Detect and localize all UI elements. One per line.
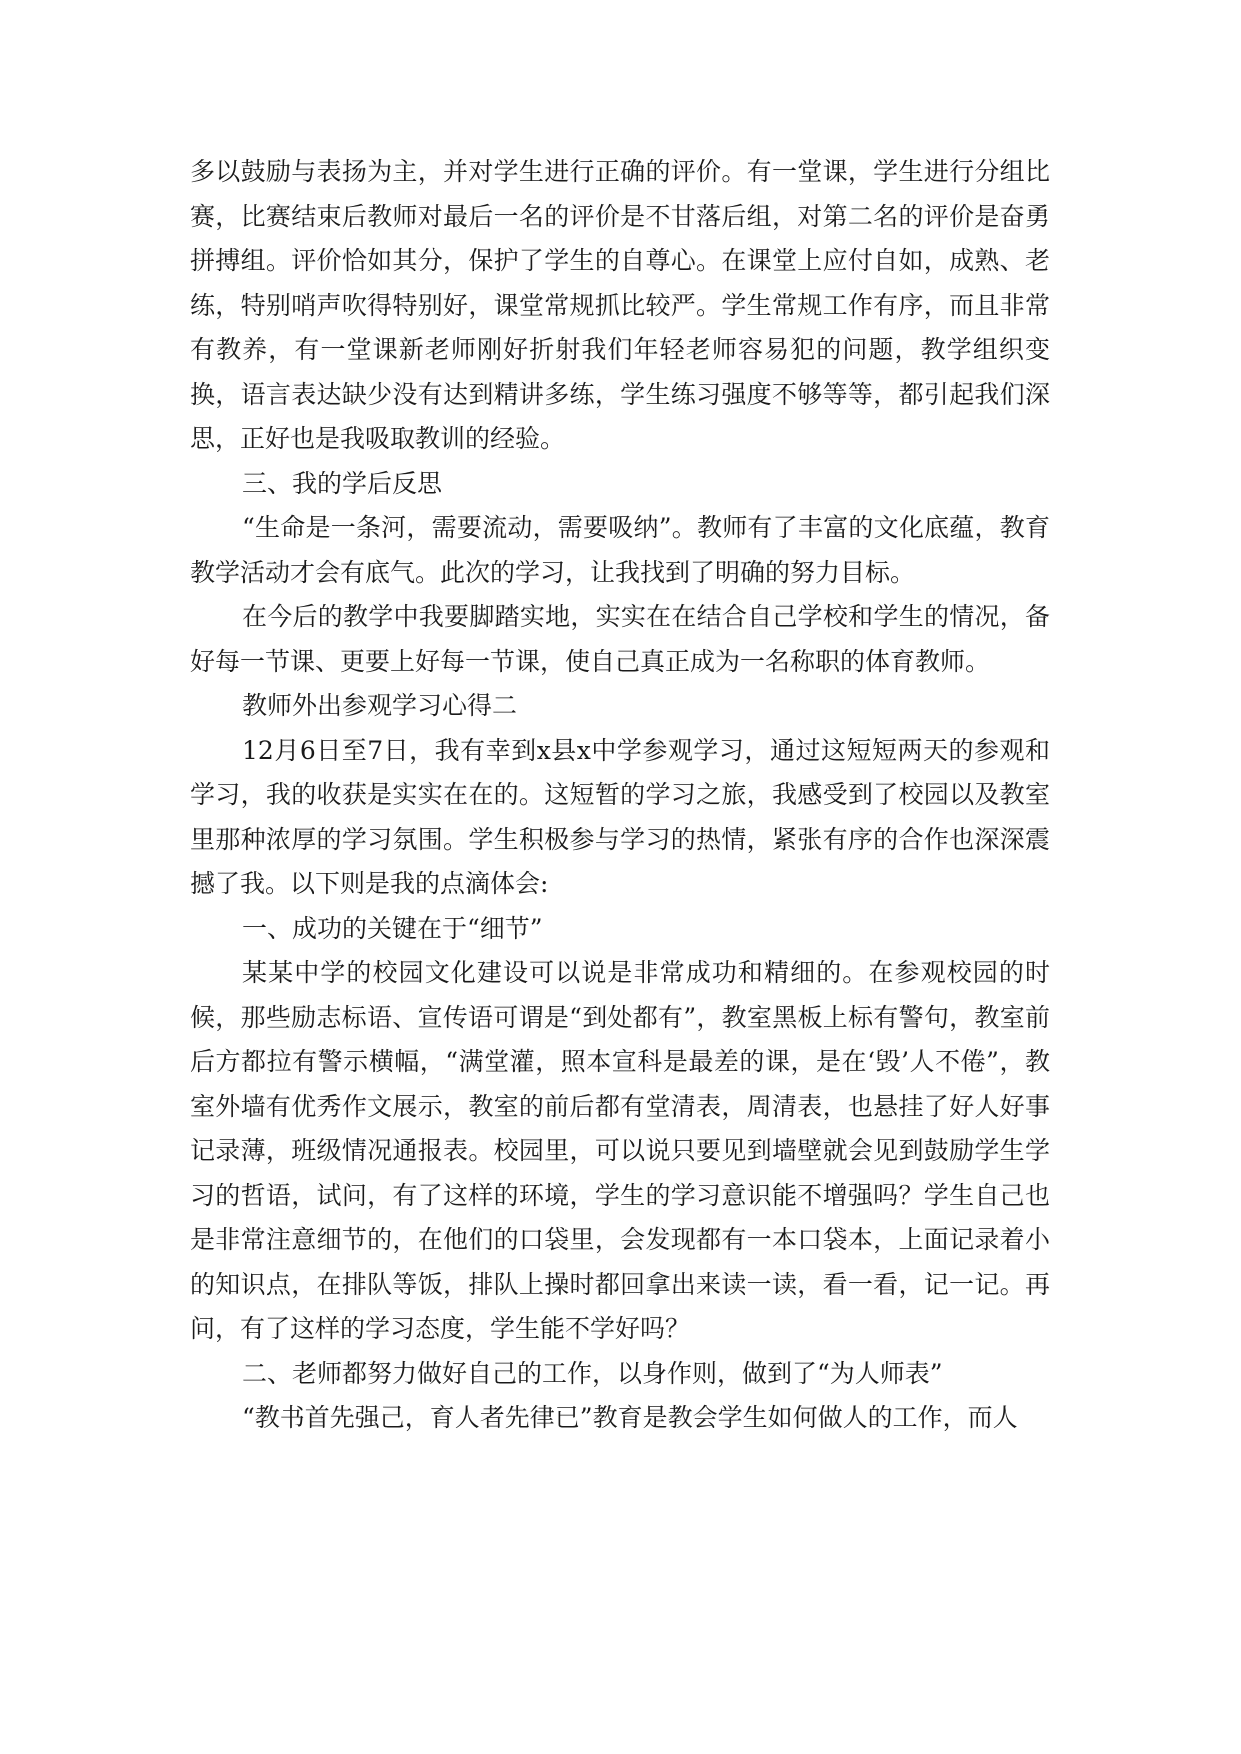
paragraph-future-teaching: 在今后的教学中我要脚踏实地，实实在在结合自己学校和学生的情况，备好每一节课、更要上好每一节课，使自己真正成为一名称职的体育教师。 [190,602,1050,676]
paragraph-continuation-evaluation: 多以鼓励与表扬为主，并对学生进行正确的评价。有一堂课，学生进行分组比赛，比赛结束后教师对最后一名的评价是不甘落后组，对第二名的评价是奋勇拼搏组。评价恰如其分，保护了学生的自尊心。在课堂上应付自如，成熟、老练，特别哨声吹得特别好，课堂常规抓比较严。学生常规工作有序，而且非常有教养，有一堂课新老师刚好折射我们年轻老师容易犯的问题，教学组织变换，语言表达缺少没有达到精讲多练，学生练习强度不够等等，都引起我们深思，正好也是我吸取教训的经验。 [190,157,1050,453]
section-heading-reflection: 三、我的学后反思 [242,468,443,498]
section-heading-teachers-example: 二、老师都努力做好自己的工作，以身作则，做到了“为人师表” [242,1358,943,1388]
paragraph-teach-self: “教书首先强己，育人者先律已”教育是教会学生如何做人的工作，而人 [242,1403,1018,1432]
paragraph-life-river: “生命是一条河，需要流动，需要吸纳”。教师有了丰富的文化底蕴，教育教学活动才会有底气。此次的学习，让我找到了明确的努力目标。 [190,513,1050,587]
paragraph-visit-intro: 12月6日至7日，我有幸到x县x中学参观学习，通过这短短两天的参观和学习，我的收获是实实在在的。这短暂的学习之旅，我感受到了校园以及教室里那种浓厚的学习氛围。学生积极参与学习的热情，紧张有序的合作也深深震撼了我。以下则是我的点滴体会: [190,735,1050,898]
section-heading-details: 一、成功的关键在于“细节” [242,913,543,943]
document-body [190,150,1050,1441]
essay-title-two: 教师外出参观学习心得二 [242,691,518,720]
paragraph-campus-culture: 某某中学的校园文化建设可以说是非常成功和精细的。在参观校园的时候，那些励志标语、宣传语可谓是“到处都有”，教室黑板上标有警句，教室前后方都拉有警示横幅，“满堂灌，照本宣科是最差的课，是在‘毁’人不倦”，教室外墙有优秀作文展示，教室的前后都有堂清表，周清表，也悬挂了好人好事记录薄，班级情况通报表。校园里，可以说只要见到墙壁就会见到鼓励学生学习的哲语，试问，有了这样的环境，学生的学习意识能不增强吗？学生自己也是非常注意细节的，在他们的口袋里，会发现都有一本口袋本，上面记录着小的知识点，在排队等饭，排队上操时都回拿出来读一读，看一看，记一记。再问，有了这样的学习态度，学生能不学好吗？ [190,958,1050,1343]
